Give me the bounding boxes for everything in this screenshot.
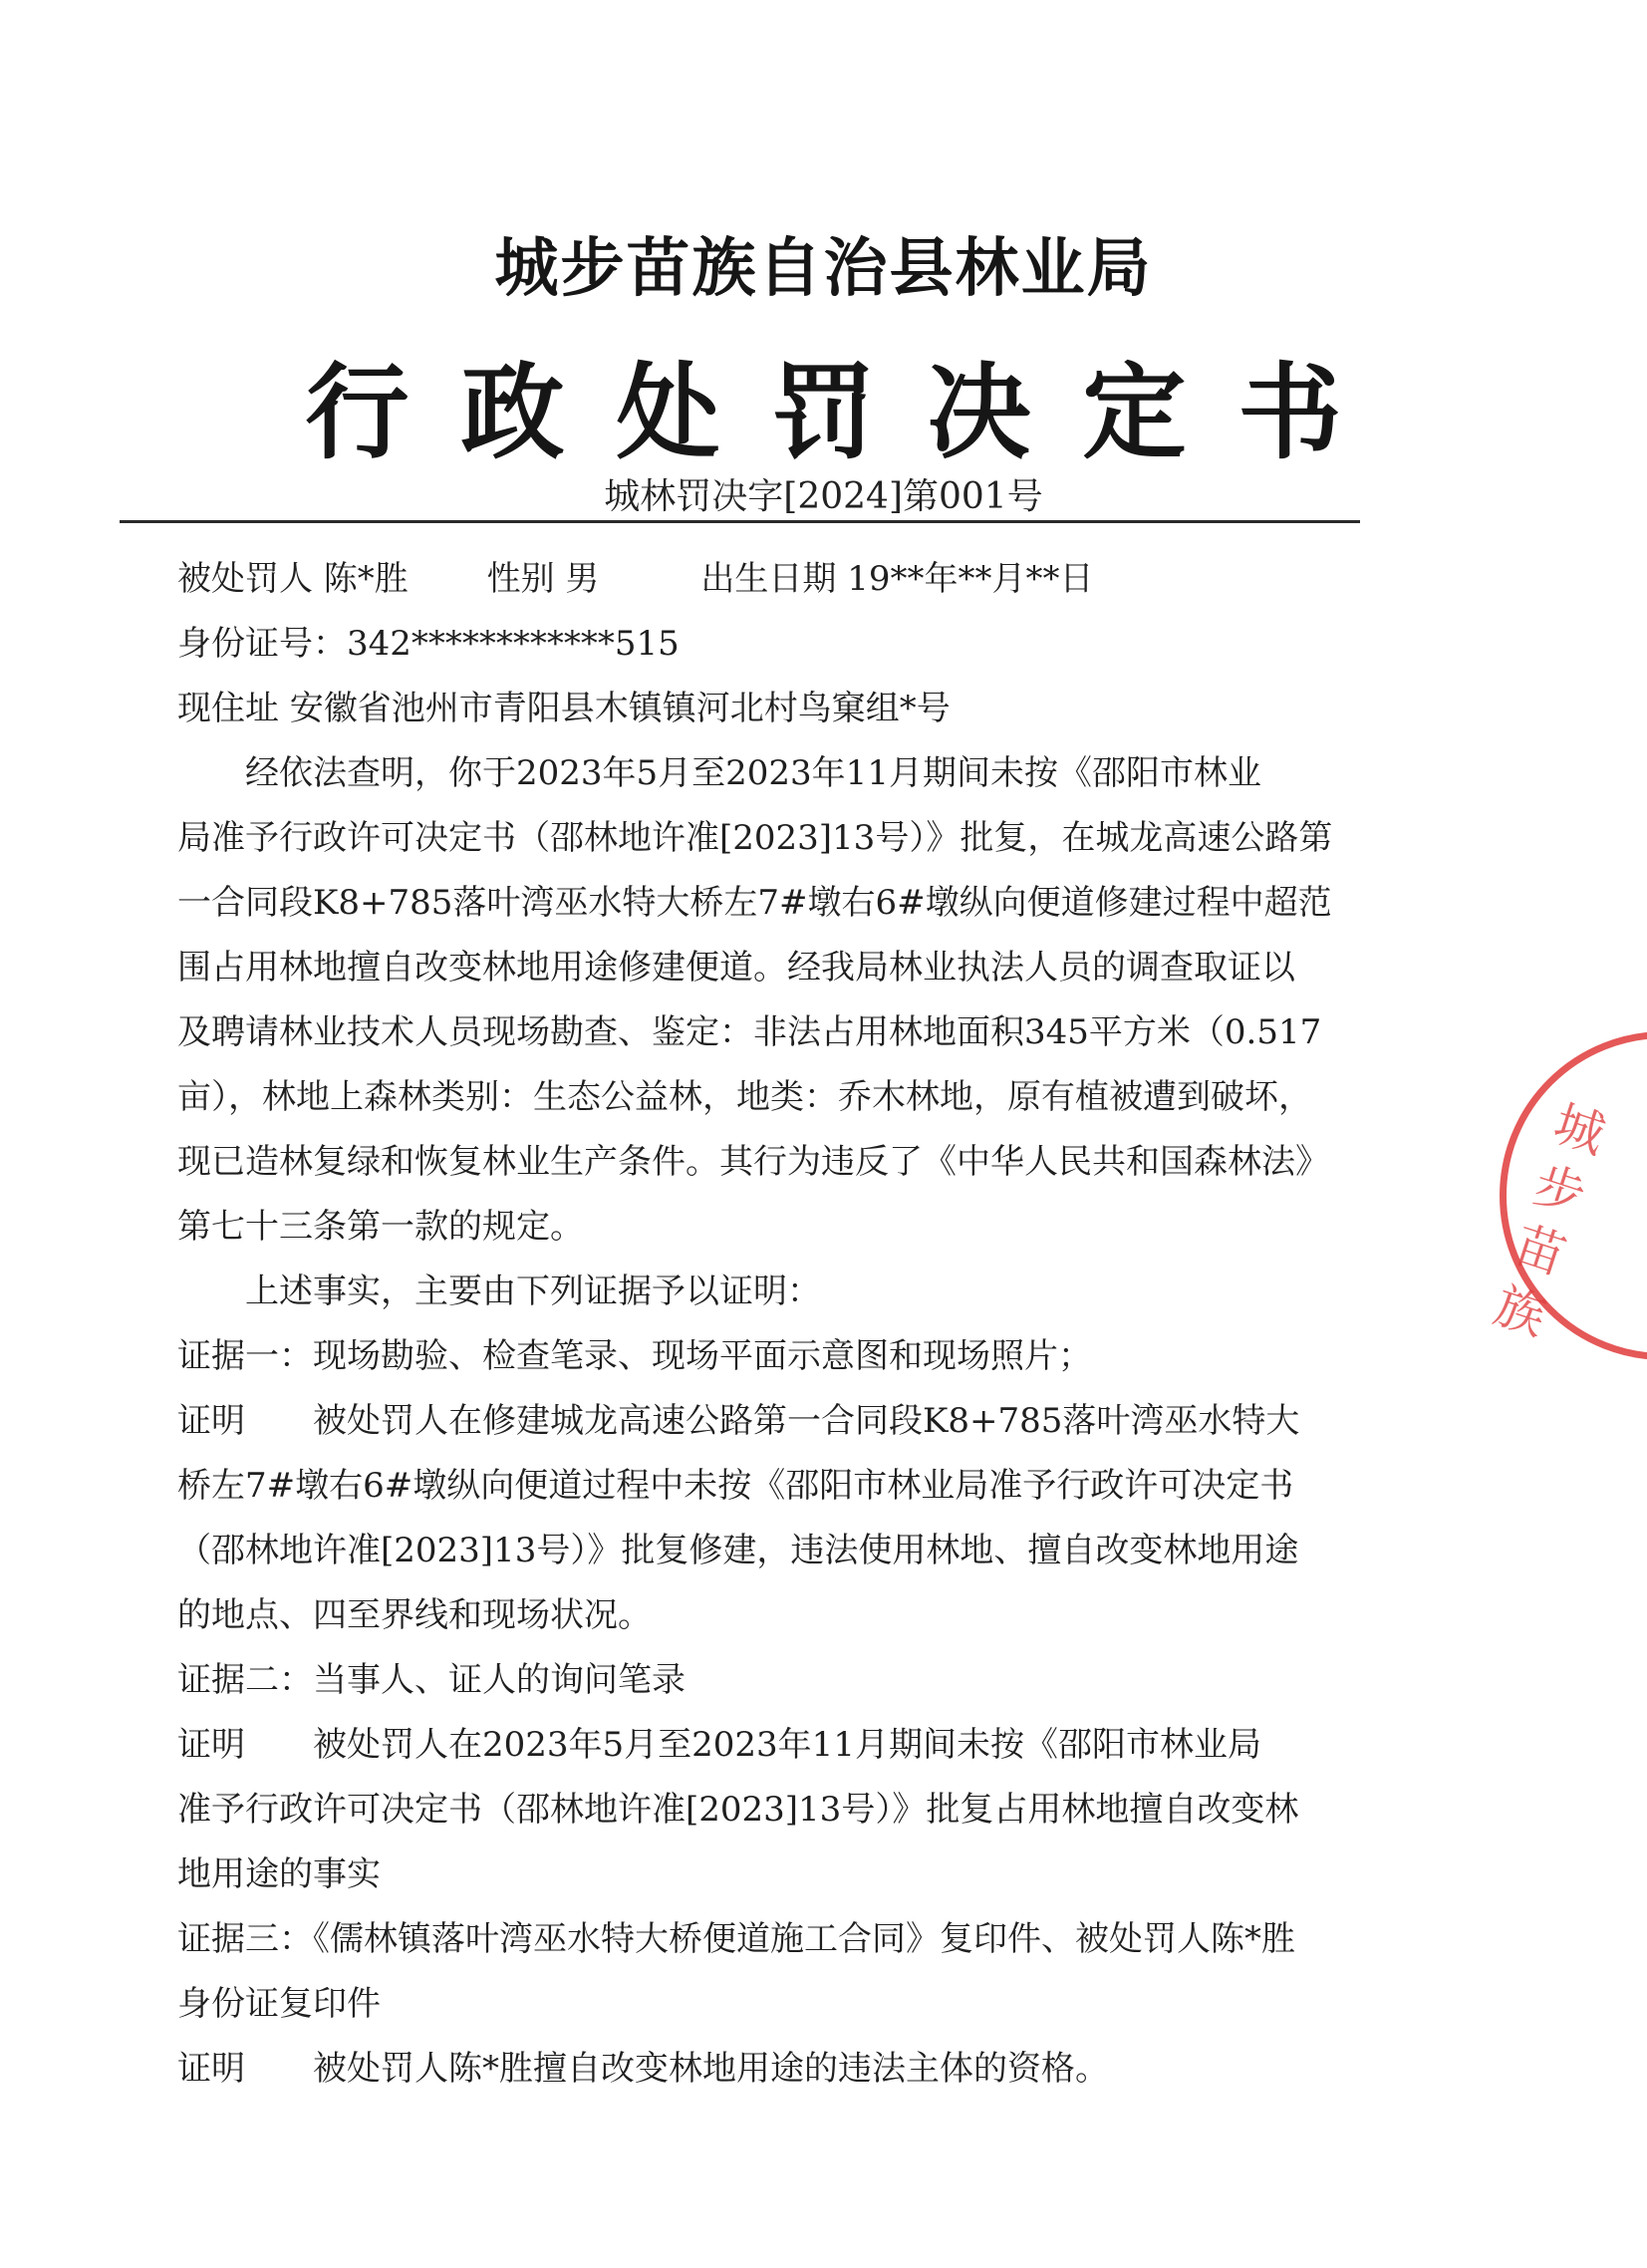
body-text-line: 亩），林地上森林类别：生态公益林，地类：乔木林地，原有植被遭到破坏， [177,1077,1312,1117]
proof-text-line: 准予行政许可决定书（邵林地许准[2023]13号）》批复占用林地擅自改变林 [177,1790,1299,1830]
issuing-authority-title: 城步苗族自治县林业局 [494,231,1153,306]
document-title: 行政处罚决定书 [305,351,1394,473]
id-number-line: 身份证号：342************515 [177,624,680,664]
document-number: 城林罚决字[2024]第001号 [604,476,1043,517]
proof-text-line: 证明 被处罚人在修建城龙高速公路第一合同段K8+785落叶湾巫水特大 [177,1401,1300,1441]
body-text-line: 经依法查明，你于2023年5月至2023年11月期间未按《邵阳市林业 [177,753,1261,793]
address-line: 现住址 安徽省池州市青阳县木镇镇河北村鸟窠组*号 [177,689,951,728]
header-divider [120,520,1360,523]
body-text-line: 上述事实，主要由下列证据予以证明： [177,1272,821,1311]
evidence-item: 证据一：现场勘验、检查笔录、现场平面示意图和现场照片； [177,1336,1092,1376]
penalized-party-line: 被处罚人 陈*胜 性别 男 出生日期 19**年**月**日 [177,559,1094,599]
body-text-line: 第七十三条第一款的规定。 [177,1207,584,1247]
proof-text-line: 地用途的事实 [177,1854,381,1894]
proof-text-line: 证明 被处罚人陈*胜擅自改变林地用途的违法主体的资格。 [177,2049,1109,2089]
body-text-line: 围占用林地擅自改变林地用途修建便道。经我局林业执法人员的调查取证以 [177,948,1295,988]
proof-text-line: （邵林地许准[2023]13号）》批复修建，违法使用林地、擅自改变林地用途 [177,1531,1299,1570]
proof-text-line: 桥左7#墩右6#墩纵向便道过程中未按《邵阳市林业局准予行政许可决定书 [177,1466,1294,1506]
proof-text-line: 身份证复印件 [177,1984,381,2024]
proof-text-line: 证明 被处罚人在2023年5月至2023年11月期间未按《邵阳市林业局 [177,1725,1261,1765]
body-text-line: 及聘请林业技术人员现场勘查、鉴定：非法占用林地面积345平方米（0.517 [177,1012,1322,1052]
evidence-item: 证据二：当事人、证人的询问笔录 [177,1660,686,1700]
body-text-line: 现已造林复绿和恢复林业生产条件。其行为违反了《中华人民共和国森林法》 [177,1142,1329,1182]
body-text-line: 局准予行政许可决定书（邵林地许准[2023]13号）》批复，在城龙高速公路第 [177,818,1333,858]
official-seal-text: 城步苗族 [1488,1094,1612,1347]
evidence-item: 证据三：《儒林镇落叶湾巫水特大桥便道施工合同》复印件、被处罚人陈*胜 [177,1919,1295,1959]
proof-text-line: 的地点、四至界线和现场状况。 [177,1595,652,1635]
body-text-line: 一合同段K8+785落叶湾巫水特大桥左7#墩右6#墩纵向便道修建过程中超范 [177,883,1332,923]
